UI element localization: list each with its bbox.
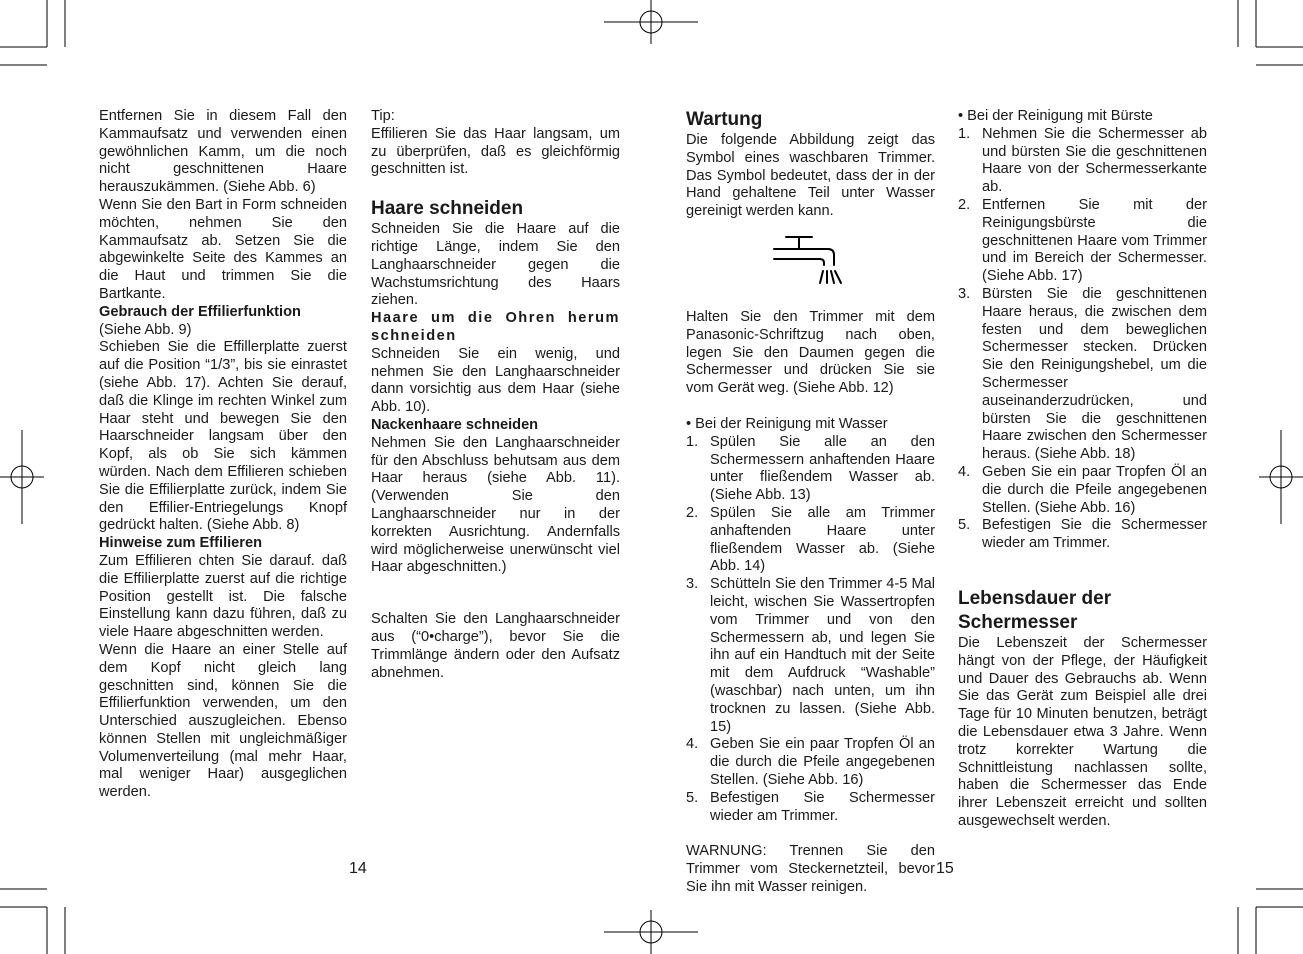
list-item: 1. Spülen Sie alle an den Schermessern anhaftenden Haare unter fließendem Wasser ab. (Siehe Abb. 13)	[686, 433, 935, 504]
faucet-washable-icon	[772, 231, 852, 301]
steps-wasser	[686, 434, 935, 826]
paragraph: Nehmen Sie den Langhaarschneider für den Abschluss behutsam aus dem Haar heraus (siehe Abb. 11). (Verwenden Sie den Langhaarschneider nur in der korrekten Ausrichtung. Andernfalls wird möglicherweise unerwünscht viel Haar abgeschnitten.)	[371, 434, 620, 576]
bullet-buerste: • Bei der Reinigung mit Bürste	[958, 108, 1153, 124]
paragraph: Zum Effilieren chten Sie darauf. daß die Effilierplatte zuerst auf die richtige Position gestellt ist. Die falsche Einstellung kann dazu führen, daß zu viele Haare abgeschnitten werden.	[99, 552, 347, 641]
paragraph: (Siehe Abb. 9)	[99, 321, 192, 338]
list-item: 1. Nehmen Sie die Schermesser ab und bürsten Sie die geschnittenen Haare von der Schermesserkante ab.	[958, 125, 1207, 196]
section-heading-haare-schneiden: Haare schneiden	[371, 198, 524, 220]
column-4	[958, 108, 1207, 831]
washable-symbol-area	[686, 221, 935, 309]
paragraph: Schneiden Sie die Haare auf die richtige Länge, indem Sie den Langhaarschneider gegen die Wachstumsrichtung des Haars ziehen.	[371, 221, 620, 309]
column-1	[99, 108, 347, 802]
subheading-nackenhaare: Nackenhaare schneiden	[371, 416, 539, 433]
section-heading-lebensdauer: Lebensdauer der Schermesser	[958, 587, 1112, 633]
paragraph: Die folgende Abbildung zeigt das Symbol eines waschbaren Trimmer. Das Symbol bedeutet, dass der in der Hand gehaltene Teil unter Wasser gereinigt werden kann.	[686, 132, 935, 220]
bullet-wasser: • Bei der Reinigung mit Wasser	[686, 415, 888, 432]
paragraph: Schalten Sie den Langhaarschneider aus (“0•charge”), bevor Sie die Trimmlänge ändern oder den Aufsatz abnehmen.	[371, 611, 620, 681]
subheading-ohren: Haare um die Ohren herum schneiden	[371, 310, 620, 344]
column-2	[371, 108, 620, 682]
section-heading-wartung: Wartung	[686, 109, 763, 130]
warning-text: WARNUNG: Trennen Sie den Trimmer vom Steckernetzteil, bevor Sie ihn mit Wasser reinigen.	[686, 843, 935, 895]
paragraph: Schieben Sie die Effillerplatte zuerst auf die Position “1/3”, bis sie einrastet (siehe Abb. 17). Achten Sie derauf, daß die Klinge im rechten Winkel zum Haar steht und bewegen Sie den Haarschneider langsam über den Kopf, als ob Sie sich kämmen würden. Nach dem Effilieren schieben Sie die Effilierplatte zurück, indem Sie den Effilier-Entriegelungs Knopf gedrückt halten. (Siehe Abb. 8)	[99, 339, 347, 534]
paragraph: Wenn Sie den Bart in Form schneiden möchten, nehmen Sie den Kammaufsatz ab. Setzen Sie die abgewinkelte Seite des Kammes an die Haut und trimmen Sie die Bartkante.	[99, 196, 347, 302]
page-number-left: 14	[349, 860, 367, 877]
paragraph: Wenn die Haare an einer Stelle auf dem Kopf nicht gleich lang geschnitten sind, können Sie die Effilierfunktion verwenden, um den Unterschied auszugleichen. Ebenso können Stellen mit ungleichmäßiger Volumenverteilung (mal mehr Haar, mal weniger Haar) ausgeglichen werden.	[99, 641, 347, 801]
list-item: 3. Bürsten Sie die geschnittenen Haare heraus, die zwischen dem festen und dem beweglichen Schermesser stecken. Drücken Sie den Reinigungshebel, um die Schermesser auseinanderzudrücken, und bürsten Sie die geschnittenen Haare zwischen den Schermesser heraus. (Siehe Abb. 18)	[958, 285, 1207, 463]
page-number-right: 15	[936, 860, 954, 877]
column-3	[686, 108, 935, 897]
list-item: 2. Spülen Sie alle am Trimmer anhaftenden Haare unter fließendem Wasser ab. (Siehe Abb. 14)	[686, 504, 935, 575]
tip-label: Tip:	[371, 108, 395, 124]
paragraph: Schneiden Sie ein wenig, und nehmen Sie den Langhaarschneider dann vorsichtig aus dem Haar (siehe Abb. 10).	[371, 345, 620, 416]
list-item: 5. Befestigen Sie Schermesser wieder am Trimmer.	[686, 789, 935, 824]
subheading-effilierfunktion: Gebrauch der Effilierfunktion	[99, 303, 301, 320]
subheading-hinweise: Hinweise zum Effilieren	[99, 535, 263, 552]
paragraph: Entfernen Sie in diesem Fall den Kammaufsatz und verwenden einen gewöhnlichen Kamm, um die noch nicht geschnittenen Haare herauszukämmen. (Siehe Abb. 6)	[99, 108, 347, 196]
paragraph: Die Lebenszeit der Schermesser hängt von der Pflege, der Häufigkeit und Dauer des Gebrauchs ab. Wenn Sie das Gerät zum Beispiel alle drei Tage für 10 Minuten benutzen, beträgt die Lebensdauer etwa 3 Jahre. Wenn trotz korrekter Wartung die Schnittleistung nachlassen sollte, haben die Schermesser das Ende ihrer Lebenszeit erreicht und sollten ausgewechselt werden.	[958, 634, 1207, 829]
list-item: 2. Entfernen Sie mit der Reinigungsbürste die geschnittenen Haare vom Trimmer und im Bereich der Schermesser. (Siehe Abb. 17)	[958, 196, 1207, 285]
list-item: 4. Geben Sie ein paar Tropfen Öl an die durch die Pfeile angegebenen Stellen. (Siehe Abb. 16)	[958, 463, 1207, 516]
paragraph: Halten Sie den Trimmer mit dem Panasonic-Schriftzug nach oben, legen Sie den Daumen gegen die Schermesser und drücken Sie sie vom Gerät weg. (Siehe Abb. 12)	[686, 308, 935, 397]
tip-text: Effilieren Sie das Haar langsam, um zu überprüfen, daß es gleichförmig geschnitten ist.	[371, 125, 620, 178]
list-item: 5. Befestigen Sie die Schermesser wieder am Trimmer.	[958, 517, 1207, 552]
list-item: 4. Geben Sie ein paar Tropfen Öl an die durch die Pfeile angegebenen Stellen. (Siehe Abb. 16)	[686, 736, 935, 788]
steps-buerste	[958, 126, 1207, 553]
list-item: 3. Schütteln Sie den Trimmer 4-5 Mal leicht, wischen Sie Wassertropfen vom Trimmer und von den Schermessern ab, und legen Sie ihn auf ein Handtuch mit der Seite mit dem Aufdruck “Washable” (waschbar) nach unten, um ihn trocknen zu lassen. (Siehe Abb. 15)	[686, 576, 935, 735]
